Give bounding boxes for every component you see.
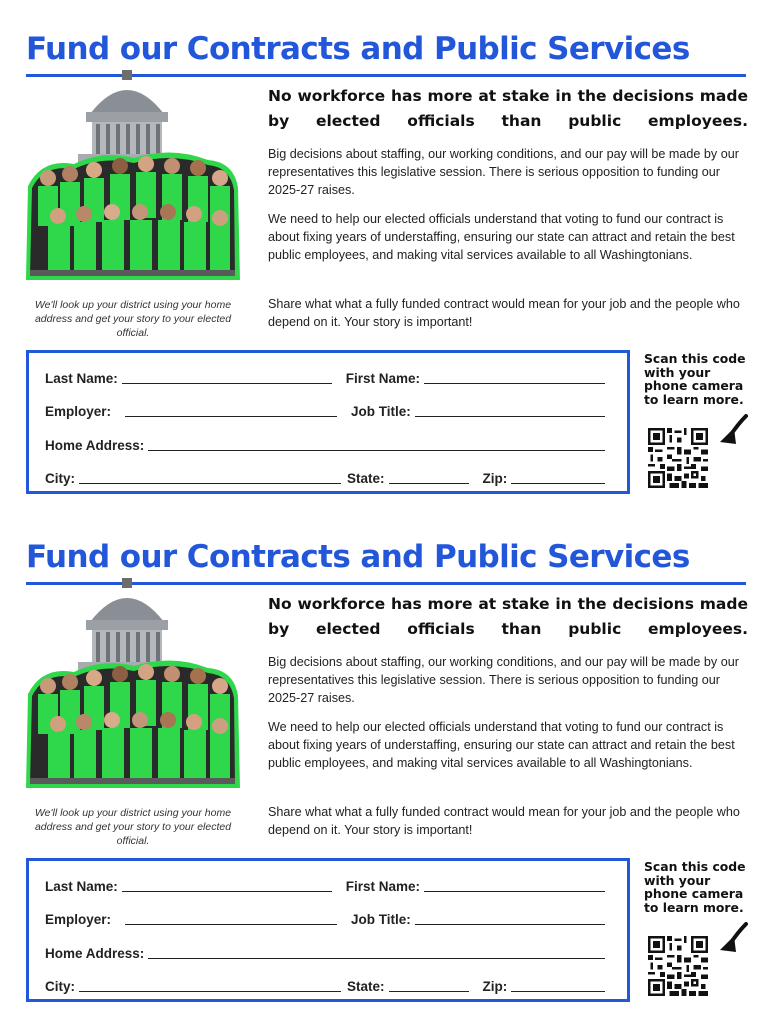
last-name-field[interactable] bbox=[122, 370, 332, 384]
employer-field[interactable] bbox=[125, 911, 337, 925]
city-field[interactable] bbox=[79, 978, 341, 992]
qr-code-icon[interactable] bbox=[648, 428, 708, 488]
flyer-top bbox=[0, 0, 770, 508]
last-name-label: Last Name: bbox=[45, 371, 118, 386]
paragraph-share-story: Share what what a fully funded contract would mean for your job and the people who depend on it. Your story is important! bbox=[268, 297, 740, 329]
zip-field[interactable] bbox=[511, 978, 605, 992]
flyer-title: Fund our Contracts and Public Services bbox=[26, 31, 690, 67]
paragraph-decisions: Big decisions about staffing, our working conditions, and our pay will be made by our representatives this legislative session. There is serious opposition to funding our 2025-27 raises. bbox=[268, 655, 739, 705]
home-address-label: Home Address: bbox=[45, 438, 145, 453]
contact-form bbox=[26, 858, 630, 1002]
state-label: State: bbox=[347, 471, 385, 486]
district-caption: We'll look up your district using your home address and get your story to your elected official. bbox=[34, 807, 232, 847]
capitol-photo bbox=[22, 66, 244, 288]
job-title-label: Job Title: bbox=[351, 404, 411, 419]
job-title-field[interactable] bbox=[415, 911, 605, 925]
paragraph-help-officials: We need to help our elected officials understand that voting to fund our contract is about fixing years of understaffing, ensuring our state can attract and retain the best public employees, and making vital services available to all Washingtonians. bbox=[268, 720, 735, 770]
lead-statement: No workforce has more at stake in the decisions made by elected officials than public employees. bbox=[268, 595, 748, 638]
zip-field[interactable] bbox=[511, 470, 605, 484]
first-name-field[interactable] bbox=[424, 370, 605, 384]
paragraph-decisions: Big decisions about staffing, our working conditions, and our pay will be made by our representatives this legislative session. There is serious opposition to funding our 2025-27 raises. bbox=[268, 147, 739, 197]
employer-label: Employer: bbox=[45, 912, 112, 927]
zip-label: Zip: bbox=[482, 471, 508, 486]
district-caption: We'll look up your district using your home address and get your story to your elected official. bbox=[34, 299, 232, 339]
home-address-label: Home Address: bbox=[45, 946, 145, 961]
lead-statement: No workforce has more at stake in the decisions made by elected officials than public employees. bbox=[268, 87, 748, 130]
paragraph-share-story: Share what what a fully funded contract would mean for your job and the people who depend on it. Your story is important! bbox=[268, 805, 740, 837]
city-field[interactable] bbox=[79, 470, 341, 484]
home-address-field[interactable] bbox=[148, 945, 605, 959]
city-label: City: bbox=[45, 471, 75, 486]
last-name-label: Last Name: bbox=[45, 879, 118, 894]
first-name-field[interactable] bbox=[424, 878, 605, 892]
employer-label: Employer: bbox=[45, 404, 112, 419]
paragraph-help-officials: We need to help our elected officials understand that voting to fund our contract is about fixing years of understaffing, ensuring our state can attract and retain the best public employees, and making vital services available to all Washingtonians. bbox=[268, 212, 735, 262]
job-title-field[interactable] bbox=[415, 403, 605, 417]
last-name-field[interactable] bbox=[122, 878, 332, 892]
city-label: City: bbox=[45, 979, 75, 994]
flyer-title: Fund our Contracts and Public Services bbox=[26, 539, 690, 575]
qr-code-icon[interactable] bbox=[648, 936, 708, 996]
first-name-label: First Name: bbox=[345, 371, 421, 386]
state-field[interactable] bbox=[389, 978, 469, 992]
job-title-label: Job Title: bbox=[351, 912, 411, 927]
contact-form bbox=[26, 350, 630, 494]
arrow-icon bbox=[716, 414, 750, 448]
state-field[interactable] bbox=[389, 470, 469, 484]
arrow-icon bbox=[716, 922, 750, 956]
scan-instructions: Scan this code with your phone camera to learn more. bbox=[644, 351, 746, 407]
employer-field[interactable] bbox=[125, 403, 337, 417]
zip-label: Zip: bbox=[482, 979, 508, 994]
flyer-bottom bbox=[0, 508, 770, 1016]
home-address-field[interactable] bbox=[148, 437, 605, 451]
state-label: State: bbox=[347, 979, 385, 994]
scan-instructions: Scan this code with your phone camera to learn more. bbox=[644, 859, 746, 915]
capitol-photo bbox=[22, 574, 244, 796]
first-name-label: First Name: bbox=[345, 879, 421, 894]
